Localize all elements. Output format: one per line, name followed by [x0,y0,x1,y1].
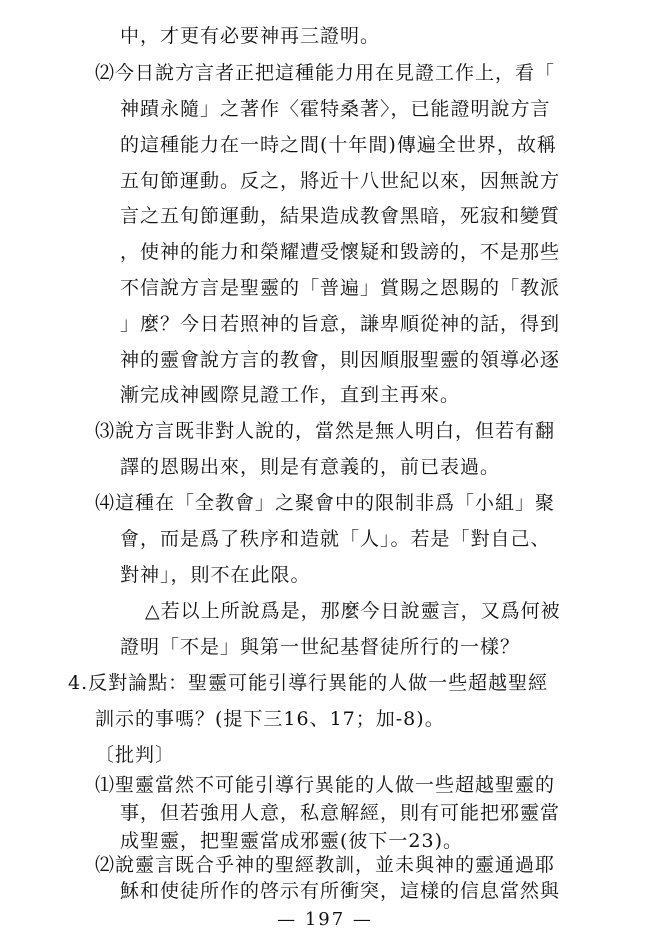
text-line: ⑵說靈言既合乎神的聖經教訓，並未與神的靈通過耶 [95,854,556,876]
text-line: △若以上所說爲是，那麼今日說靈言，又爲何被 [145,600,561,622]
text-line: 證明「不是」與第一世紀基督徒所行的一樣？ [120,636,521,658]
section-heading: 〔批判〕 [95,744,176,766]
text-line: 言之五旬節運動，結果造成教會黑暗，死寂和變質 [120,205,561,227]
text-line: 訓示的事嗎？(提下三16、17；加-8)。 [95,708,445,730]
text-line: 會，而是爲了秩序和造就「人」。若是「對自己、 [120,528,551,550]
text-line: ，使神的能力和榮耀遭受懷疑和毀謗的，不是那些 [120,241,561,263]
page-number: — 197 — [277,909,373,930]
text-line: 成聖靈，把聖靈當成邪靈(彼下一23)。 [120,830,464,852]
text-line: ⑴聖靈當然不可能引導行異能的人做一些超越聖靈的 [95,774,556,796]
text-line: 中，才更有必要神再三證明。 [120,25,381,47]
text-line: ⑶說方言既非對人說的，當然是無人明白，但若有翻 [95,420,556,442]
text-line: 不信說方言是聖靈的「普遍」賞賜之恩賜的「教派 [120,277,561,299]
text-line: 漸完成神國際見證工作，直到主再來。 [120,384,461,406]
text-line: 穌和使徒所作的啓示有所衝突，這樣的信息當然與 [120,880,561,902]
text-line: 的這種能力在一時之間(十年間)傳遍全世界，故稱 [120,134,557,156]
text-line: 4.反對論點：聖靈可能引導行異能的人做一些超越聖經 [68,672,549,694]
text-line: ⑵今日說方言者正把這種能力用在見證工作上，看「 [95,62,556,84]
text-line: ⑷這種在「全教會」之聚會中的限制非爲「小組」聚 [95,492,556,514]
text-line: 對神」，則不在此限。 [120,564,311,586]
text-line: 譯的恩賜出來，則是有意義的，前已表過。 [120,456,501,478]
text-line: 五旬節運動。反之，將近十八世紀以來，因無說方 [120,170,561,192]
text-line: 神蹟永隨」之著作〈霍特桑著〉，已能證明說方言 [120,98,551,120]
text-line: 」麼？今日若照神的旨意，謙卑順從神的話，得到 [120,313,561,335]
text-line: 事，但若強用人意，私意解經，則有可能把邪靈當 [120,802,561,824]
text-line: 神的靈會說方言的教會，則因順服聖靈的領導必逐 [120,349,561,371]
